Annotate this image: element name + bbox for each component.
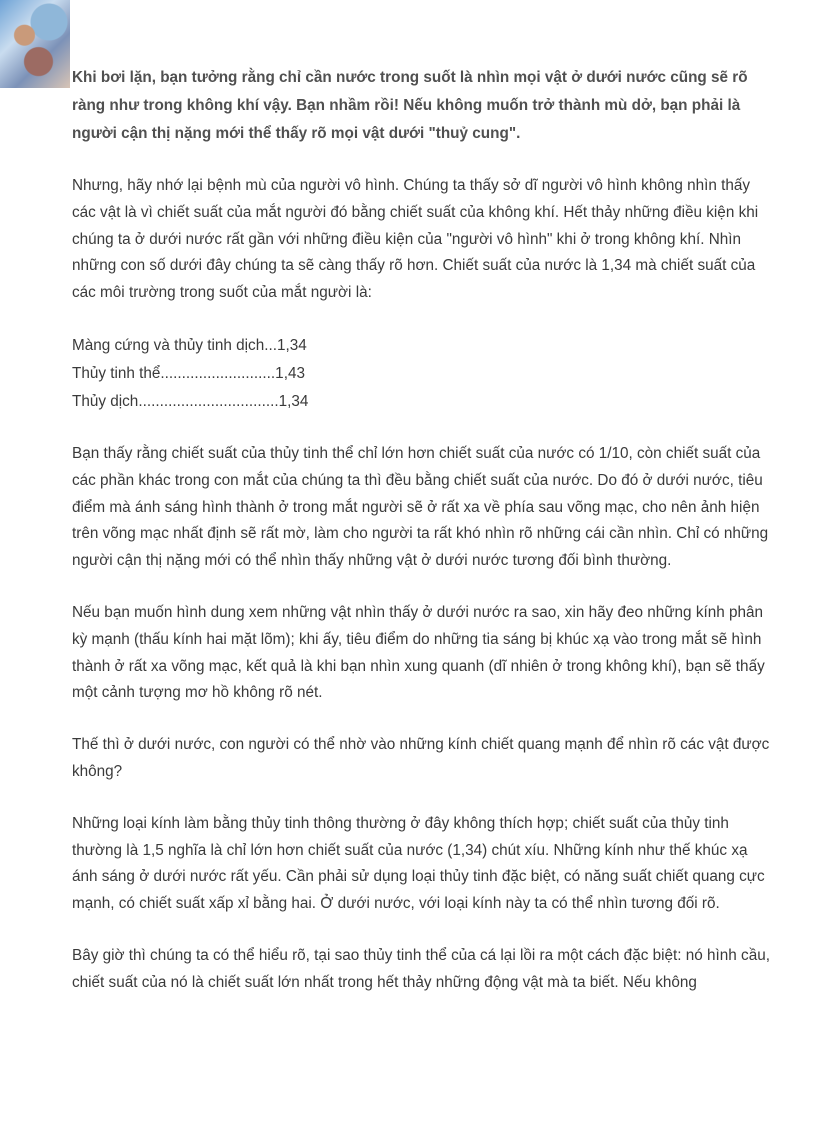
- coral-reef-thumbnail: [0, 0, 70, 88]
- list-item: Thủy dịch.................................1,34: [72, 392, 309, 410]
- list-item: Thủy tinh thể...........................1,43: [72, 364, 305, 382]
- paragraph: Nếu bạn muốn hình dung xem những vật nhìn thấy ở dưới nước ra sao, xin hãy đeo những kính phân kỳ mạnh (thấu kính hai mặt lõm); khi ấy, tiêu điểm do những tia sáng bị khúc xạ vào trong mắt sẽ hình thành ở rất xa võng mạc, kết quả là khi bạn nhìn xung quanh (dĩ nhiên ở trong không khí), bạn sẽ thấy một cảnh tượng mơ hồ không rõ nét.: [72, 603, 765, 702]
- list-item: Màng cứng và thủy tinh dịch...1,34: [72, 336, 307, 354]
- paragraph: Nhưng, hãy nhớ lại bệnh mù của người vô hình. Chúng ta thấy sở dĩ người vô hình không nhìn thấy các vật là vì chiết suất của mắt người đó bằng chiết suất của không khí. Hết thảy những điều kiện khi chúng ta ở dưới nước rất gần với những điều kiện của "người vô hình" khi ở trong không khí. Nhìn những con số dưới đây chúng ta sẽ càng thấy rõ hơn. Chiết suất của nước là 1,34 mà chiết suất của các môi trường trong suốt của mắt người là:: [72, 177, 759, 302]
- paragraph: Thế thì ở dưới nước, con người có thể nhờ vào những kính chiết quang mạnh để nhìn rõ các vật được không?: [72, 736, 770, 780]
- paragraph: Bây giờ thì chúng ta có thể hiểu rõ, tại sao thủy tinh thể của cá lại lồi ra một cách đặc biệt: nó hình cầu, chiết suất của nó là chiết suất lớn nhất trong hết thảy những động vật mà ta biết. Nếu không: [72, 946, 770, 991]
- lead-paragraph: Khi bơi lặn, bạn tưởng rằng chỉ cần nước trong suốt là nhìn mọi vật ở dưới nước cũng sẽ rõ ràng như trong không khí vậy. Bạn nhầm rồi! Nếu không muốn trở thành mù dở, bạn phải là người cận thị nặng mới thể thấy rõ mọi vật dưới "thuỷ cung".: [72, 69, 748, 142]
- paragraph: Bạn thấy rằng chiết suất của thủy tinh thể chỉ lớn hơn chiết suất của nước có 1/10, còn chiết suất của các phần khác trong con mắt của chúng ta thì đều bằng chiết suất của nước. Do đó ở dưới nước, tiêu điểm mà ánh sáng hình thành ở trong mắt người sẽ ở rất xa về phía sau võng mạc, cho nên ảnh hiện trên võng mạc nhất định sẽ rất mờ, làm cho người ta rất khó nhìn rõ những cái cần nhìn. Chỉ có những người cận thị nặng mới có thể nhìn thấy những vật ở dưới nước tương đối bình thường.: [72, 444, 769, 570]
- paragraph: Những loại kính làm bằng thủy tinh thông thường ở đây không thích hợp; chiết suất của thủy tinh thường là 1,5 nghĩa là chỉ lớn hơn chiết suất của nước (1,34) chút xíu. Những kính như thế khúc xạ ánh sáng ở dưới nước rất yếu. Cần phải sử dụng loại thủy tinh đặc biệt, có năng suất chiết quang cực mạnh, có chiết suất xấp xỉ bằng hai. Ở dưới nước, với loại kính này ta có thể nhìn tương đối rõ.: [72, 814, 765, 913]
- article-body: [72, 64, 772, 1022]
- refractive-index-list: [72, 332, 772, 416]
